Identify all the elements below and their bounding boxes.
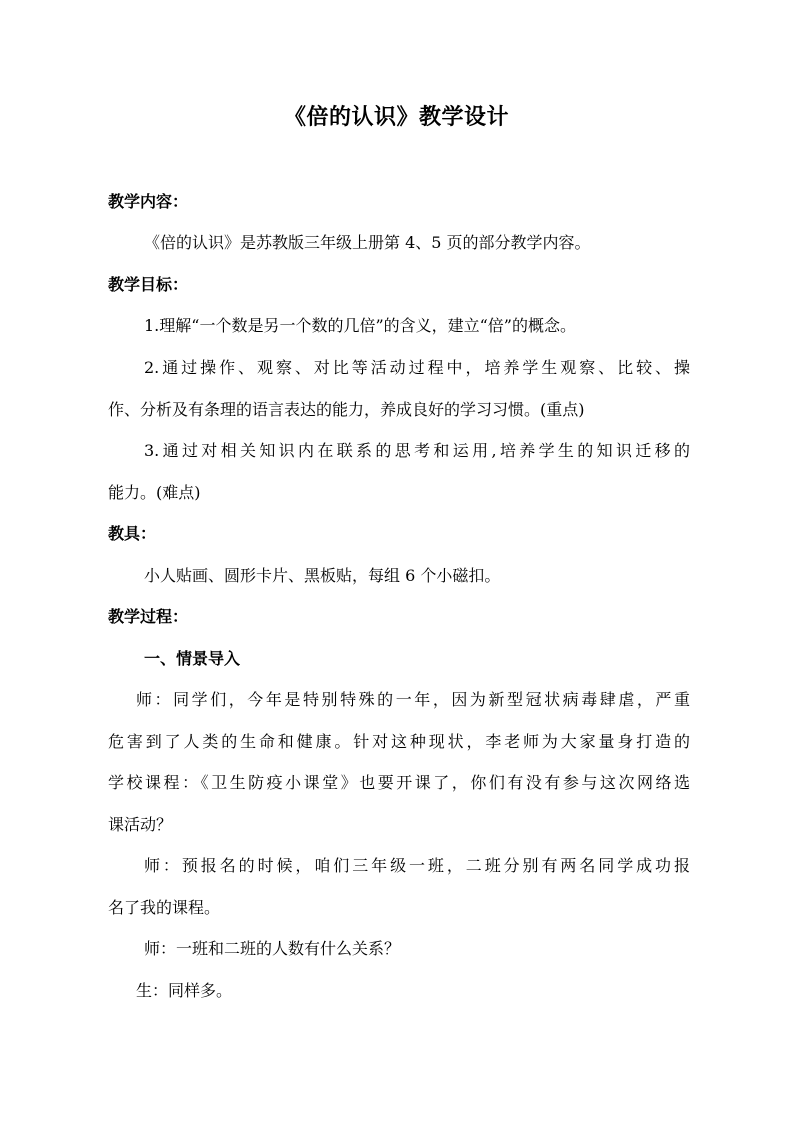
dialogue-3: 师：一班和二班的人数有什么关系？ bbox=[144, 939, 401, 958]
dialogue-1-line-1: 师：同学们，今年是特别特殊的一年，因为新型冠状病毒肆虐，严重 bbox=[136, 690, 690, 709]
process-heading: 教学过程： bbox=[108, 607, 189, 626]
goal-1: 1.理解“一个数是另一个数的几倍”的含义，建立“倍”的概念。 bbox=[144, 316, 576, 335]
content-text: 《倍的认识》是苏教版三年级上册第 4、5 页的部分教学内容。 bbox=[144, 233, 591, 252]
goal-2-line-1: 2.通过操作、观察、对比等活动过程中，培养学生观察、比较、操 bbox=[144, 358, 690, 377]
dialogue-2-line-1: 师：预报名的时候，咱们三年级一班，二班分别有两名同学成功报 bbox=[144, 856, 690, 875]
dialogue-1-line-4: 课活动？ bbox=[108, 815, 173, 834]
goal-2-line-2: 作、分析及有条理的语言表达的能力，养成良好的学习习惯。(重点) bbox=[108, 400, 585, 419]
section-1-heading: 一、情景导入 bbox=[144, 649, 241, 668]
tools-text: 小人贴画、圆形卡片、黑板贴，每组 6 个小磁扣。 bbox=[144, 566, 501, 585]
goal-3-line-1: 3.通过对相关知识内在联系的思考和运用,培养学生的知识迁移的 bbox=[144, 441, 690, 460]
dialogue-1-line-3: 学校课程：《卫生防疫小课堂》也要开课了，你们有没有参与这次网络选 bbox=[108, 773, 690, 792]
document-title: 《倍的认识》教学设计 bbox=[283, 105, 509, 130]
dialogue-2-line-2: 名了我的课程。 bbox=[108, 898, 221, 917]
goals-heading: 教学目标： bbox=[108, 275, 189, 294]
dialogue-1-line-2: 危害到了人类的生命和健康。针对这种现状，李老师为大家量身打造的 bbox=[108, 732, 690, 751]
dialogue-4: 生：同样多。 bbox=[136, 981, 233, 1000]
goal-3-line-2: 能力。(难点) bbox=[108, 483, 201, 502]
content-heading: 教学内容： bbox=[108, 192, 189, 211]
tools-heading: 教具： bbox=[108, 524, 157, 543]
